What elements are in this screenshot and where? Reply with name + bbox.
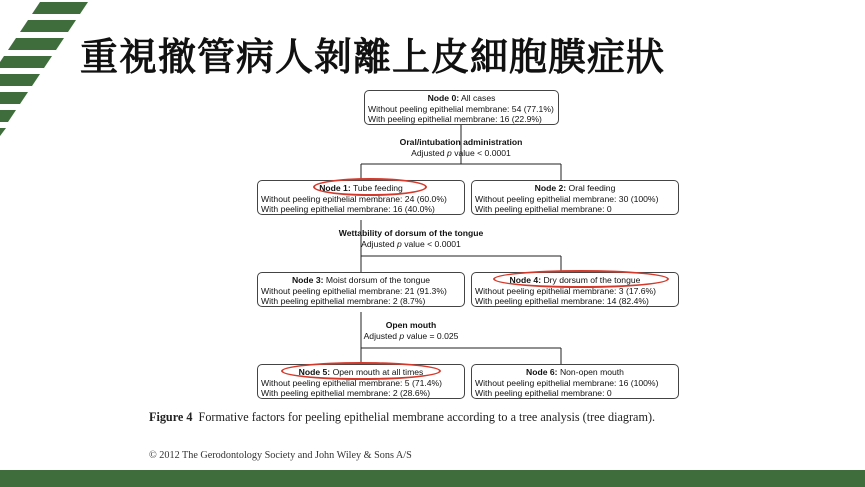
split-2-variable: Wettability of dorsum of the tongue	[338, 228, 484, 238]
highlight-node-4	[493, 270, 669, 288]
bottom-accent-bar	[0, 470, 865, 487]
copyright-notice: © 2012 The Gerodontology Society and John Wiley & Sons A/S	[149, 450, 412, 461]
highlight-node-1	[313, 178, 427, 196]
split-1-p-prefix: Adjusted	[411, 148, 445, 158]
node-4-line2: With peeling epithelial membrane: 14 (82.4%)	[475, 296, 649, 307]
split-3	[311, 320, 511, 342]
node-5-line2: With peeling epithelial membrane: 2 (28.6%)	[261, 388, 431, 399]
split-1-p: p	[447, 148, 452, 158]
node-0-line1: Without peeling epithelial membrane: 54 (77.1%)	[368, 103, 554, 114]
node-1-line2: With peeling epithelial membrane: 16 (40.0%)	[261, 204, 435, 215]
split-2	[311, 228, 511, 250]
split-2-p-suffix: value < 0.0001	[404, 239, 461, 249]
node-6	[471, 364, 679, 399]
node-2-line1: Without peeling epithelial membrane: 30 (100%)	[475, 193, 659, 204]
node-1-desc: Tube feeding	[352, 183, 403, 193]
node-1-line1: Without peeling epithelial membrane: 24 (60.0%)	[261, 193, 447, 204]
node-4-line1: Without peeling epithelial membrane: 3 (17.6%)	[475, 285, 657, 296]
node-2	[471, 180, 679, 215]
node-6-desc: Non-open mouth	[559, 367, 624, 377]
split-3-p-suffix: value = 0.025	[406, 331, 459, 341]
figure-caption	[149, 410, 655, 425]
decorative-stripes	[0, 0, 90, 150]
split-1-variable: Oral/intubation administration	[399, 137, 523, 147]
highlight-node-5	[281, 362, 441, 380]
split-2-p-prefix: Adjusted	[361, 239, 395, 249]
node-3-line1: Without peeling epithelial membrane: 21 (91.3%)	[261, 285, 447, 296]
split-1-p-suffix: value < 0.0001	[454, 148, 511, 158]
figure-caption-text: Formative factors for peeling epithelial membrane according to a tree analysis (tree diagram).	[198, 410, 656, 424]
node-5-desc: Open mouth at all times	[332, 367, 424, 377]
split-3-variable: Open mouth	[385, 320, 437, 330]
node-3-line2: With peeling epithelial membrane: 2 (8.7%)	[261, 296, 426, 307]
tree-diagram-figure	[143, 84, 731, 464]
node-0-line2: With peeling epithelial membrane: 16 (22.9%)	[368, 114, 542, 125]
split-2-p: p	[397, 239, 402, 249]
node-3-desc: Moist dorsum of the tongue	[325, 275, 431, 285]
split-3-p: p	[399, 331, 405, 341]
node-4-desc: Dry dorsum of the tongue	[543, 275, 641, 285]
node-2-label: Node 2:	[534, 183, 567, 193]
node-2-line2: With peeling epithelial membrane: 0	[475, 204, 612, 215]
node-0	[364, 90, 559, 125]
node-4-label: Node 4:	[509, 275, 542, 285]
node-6-line1: Without peeling epithelial membrane: 16 (100%)	[475, 377, 659, 388]
split-3-p-prefix: Adjusted	[363, 331, 398, 341]
node-0-label: Node 0:	[427, 93, 460, 103]
node-1-label: Node 1:	[319, 183, 351, 193]
split-1	[361, 137, 561, 159]
node-2-desc: Oral feeding	[568, 183, 616, 193]
figure-caption-label: Figure 4	[149, 410, 193, 424]
slide-title: 重視撤管病人剝離上皮細胞膜症狀	[80, 35, 666, 79]
node-6-label: Node 6:	[526, 367, 558, 377]
node-5-line1: Without peeling epithelial membrane: 5 (71.4%)	[261, 377, 443, 388]
node-6-line2: With peeling epithelial membrane: 0	[475, 388, 612, 399]
node-3	[257, 272, 465, 307]
node-5-label: Node 5:	[298, 367, 331, 377]
node-3-label: Node 3:	[291, 275, 324, 285]
node-0-desc: All cases	[461, 93, 496, 103]
